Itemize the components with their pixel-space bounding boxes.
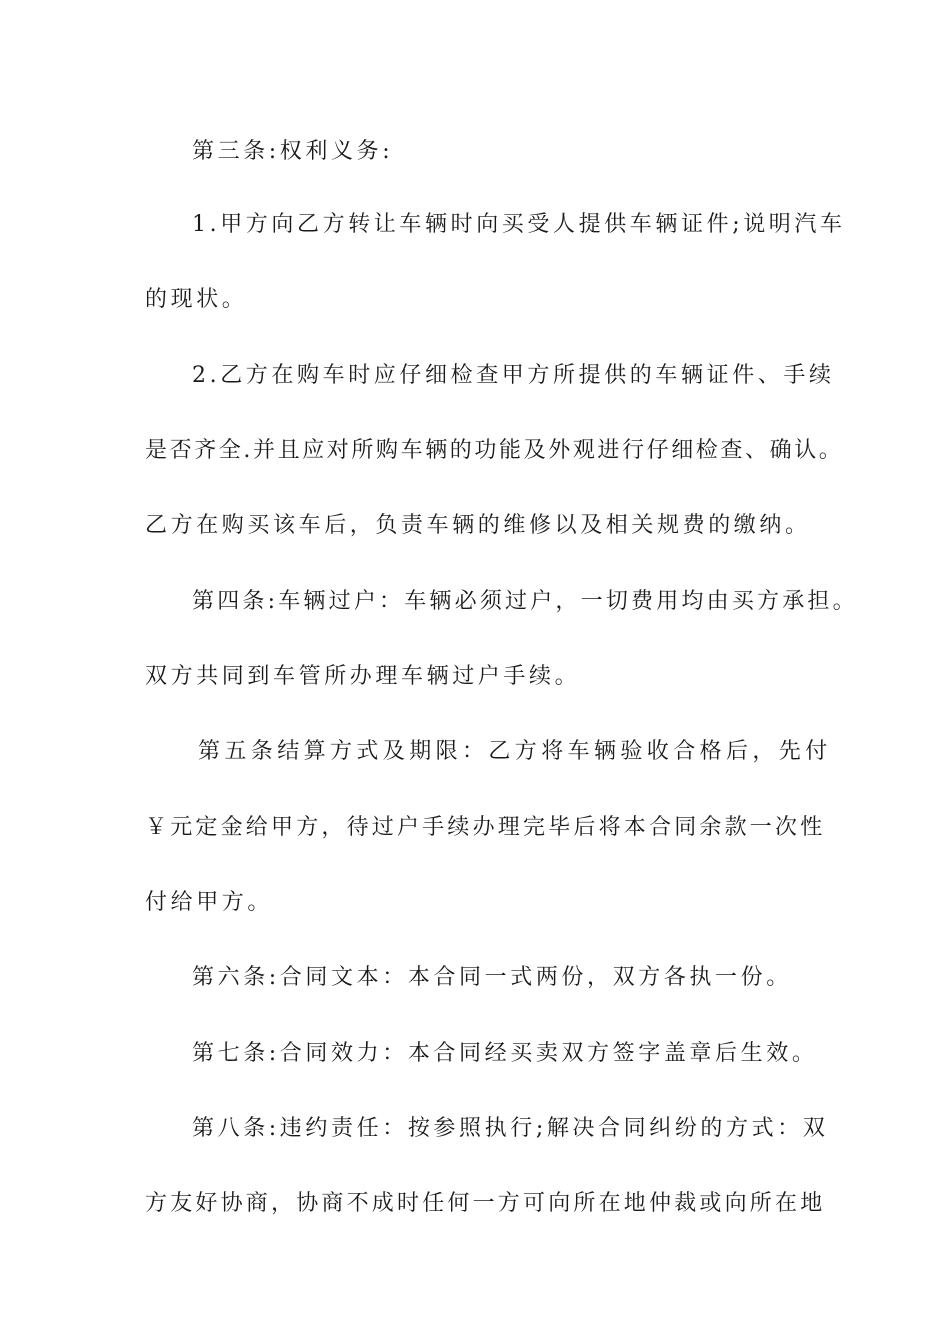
article-4-line-2: 双方共同到车管所办理车辆过户手续。 [145, 664, 581, 689]
article-4-line-1: 第四条:车辆过户：车辆必须过户，一切费用均由买方承担。 [192, 589, 858, 614]
article-5-line-2: ￥元定金给甲方，待过户手续办理完毕后将本合同余款一次性 [145, 815, 826, 840]
article-8-line-1: 第八条:违约责任：按参照执行;解决合同纠纷的方式：双 [192, 1116, 829, 1141]
article-5-line-3: 付给甲方。 [145, 890, 274, 915]
article-5-line-1: 第五条结算方式及期限：乙方将车辆验收合格后，先付 [198, 739, 832, 764]
article-3-item-1-line-2: 的现状。 [145, 287, 248, 312]
article-7: 第七条:合同效力：本合同经买卖双方签字盖章后生效。 [192, 1041, 818, 1066]
article-3-item-2-line-3: 乙方在购买该车后，负责车辆的维修以及相关规费的缴纳。 [145, 513, 811, 538]
article-3-item-2-line-2: 是否齐全.并且应对所购车辆的功能及外观进行仔细检查、确认。 [145, 438, 844, 463]
article-3-heading: 第三条:权利义务: [192, 139, 394, 164]
article-6: 第六条:合同文本：本合同一式两份，双方各执一份。 [192, 965, 792, 990]
article-3-item-2-line-1: 2.乙方在购车时应仔细检查甲方所提供的车辆证件、手续 [192, 363, 835, 388]
article-3-item-1-line-1: 1.甲方向乙方转让车辆时向买受人提供车辆证件;说明汽车 [192, 212, 846, 237]
article-8-line-2: 方友好协商，协商不成时任何一方可向所在地仲裁或向所在地 [145, 1191, 826, 1216]
